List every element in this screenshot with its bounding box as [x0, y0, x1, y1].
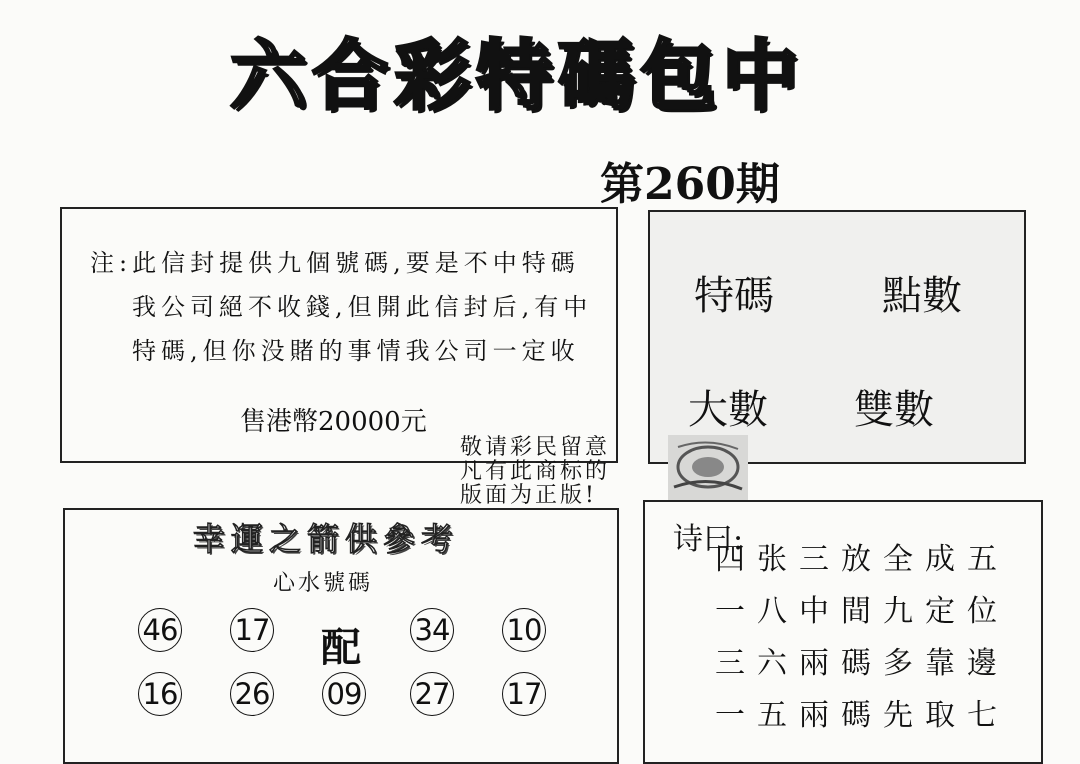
notice-line-2: 我公司絕不收錢,但開此信封后,有中 — [132, 293, 593, 321]
poem-box — [643, 500, 1043, 764]
attribute-box — [648, 210, 1026, 464]
number-ball: 17 — [502, 672, 546, 716]
number-ball: 16 — [138, 672, 182, 716]
number-ball: 46 — [138, 608, 182, 652]
lucky-subtitle: 心水號碼 — [273, 571, 374, 596]
notice-box — [60, 207, 618, 463]
authenticity-notice — [460, 436, 610, 508]
special-code-tag: 特碼 — [694, 273, 774, 319]
poem-line-3: 三六兩碼多靠邊 — [715, 646, 1009, 681]
poem-line-4: 一五兩碼先取七 — [715, 698, 1009, 733]
points-tag: 點數 — [882, 273, 962, 319]
number-ball: 34 — [410, 608, 454, 652]
authenticity-line-2: 凡有此商标的 — [460, 459, 611, 484]
number-ball: 17 — [230, 608, 274, 652]
poem-line-2: 一八中間九定位 — [715, 594, 1009, 629]
page-title: 六合彩特碼包中 — [230, 31, 804, 120]
price-text: 售港幣20000元 — [240, 407, 427, 437]
poem-label: 诗曰: — [673, 522, 744, 557]
pair-character: 配 — [321, 624, 361, 671]
big-number-tag: 大數 — [688, 387, 768, 433]
lucky-title: 幸運之箭供參考 — [193, 520, 460, 558]
poem-line-1: 四张三放全成五 — [715, 542, 1009, 577]
issue-number: 第260期 — [600, 159, 780, 210]
trademark-logo-icon — [668, 435, 748, 500]
number-ball: 26 — [230, 672, 274, 716]
notice-line-3: 特碼,但你没賭的事情我公司一定收 — [132, 337, 580, 365]
authenticity-line-3: 版面为正版! — [460, 483, 597, 508]
notice-line-1: 注:此信封提供九個號碼,要是不中特碼 — [90, 249, 580, 277]
lucky-numbers-box — [63, 508, 619, 764]
authenticity-line-1: 敬请彩民留意 — [460, 435, 611, 460]
number-ball: 27 — [410, 672, 454, 716]
number-ball: 10 — [502, 608, 546, 652]
even-number-tag: 雙數 — [854, 387, 934, 433]
number-ball: 09 — [322, 672, 366, 716]
